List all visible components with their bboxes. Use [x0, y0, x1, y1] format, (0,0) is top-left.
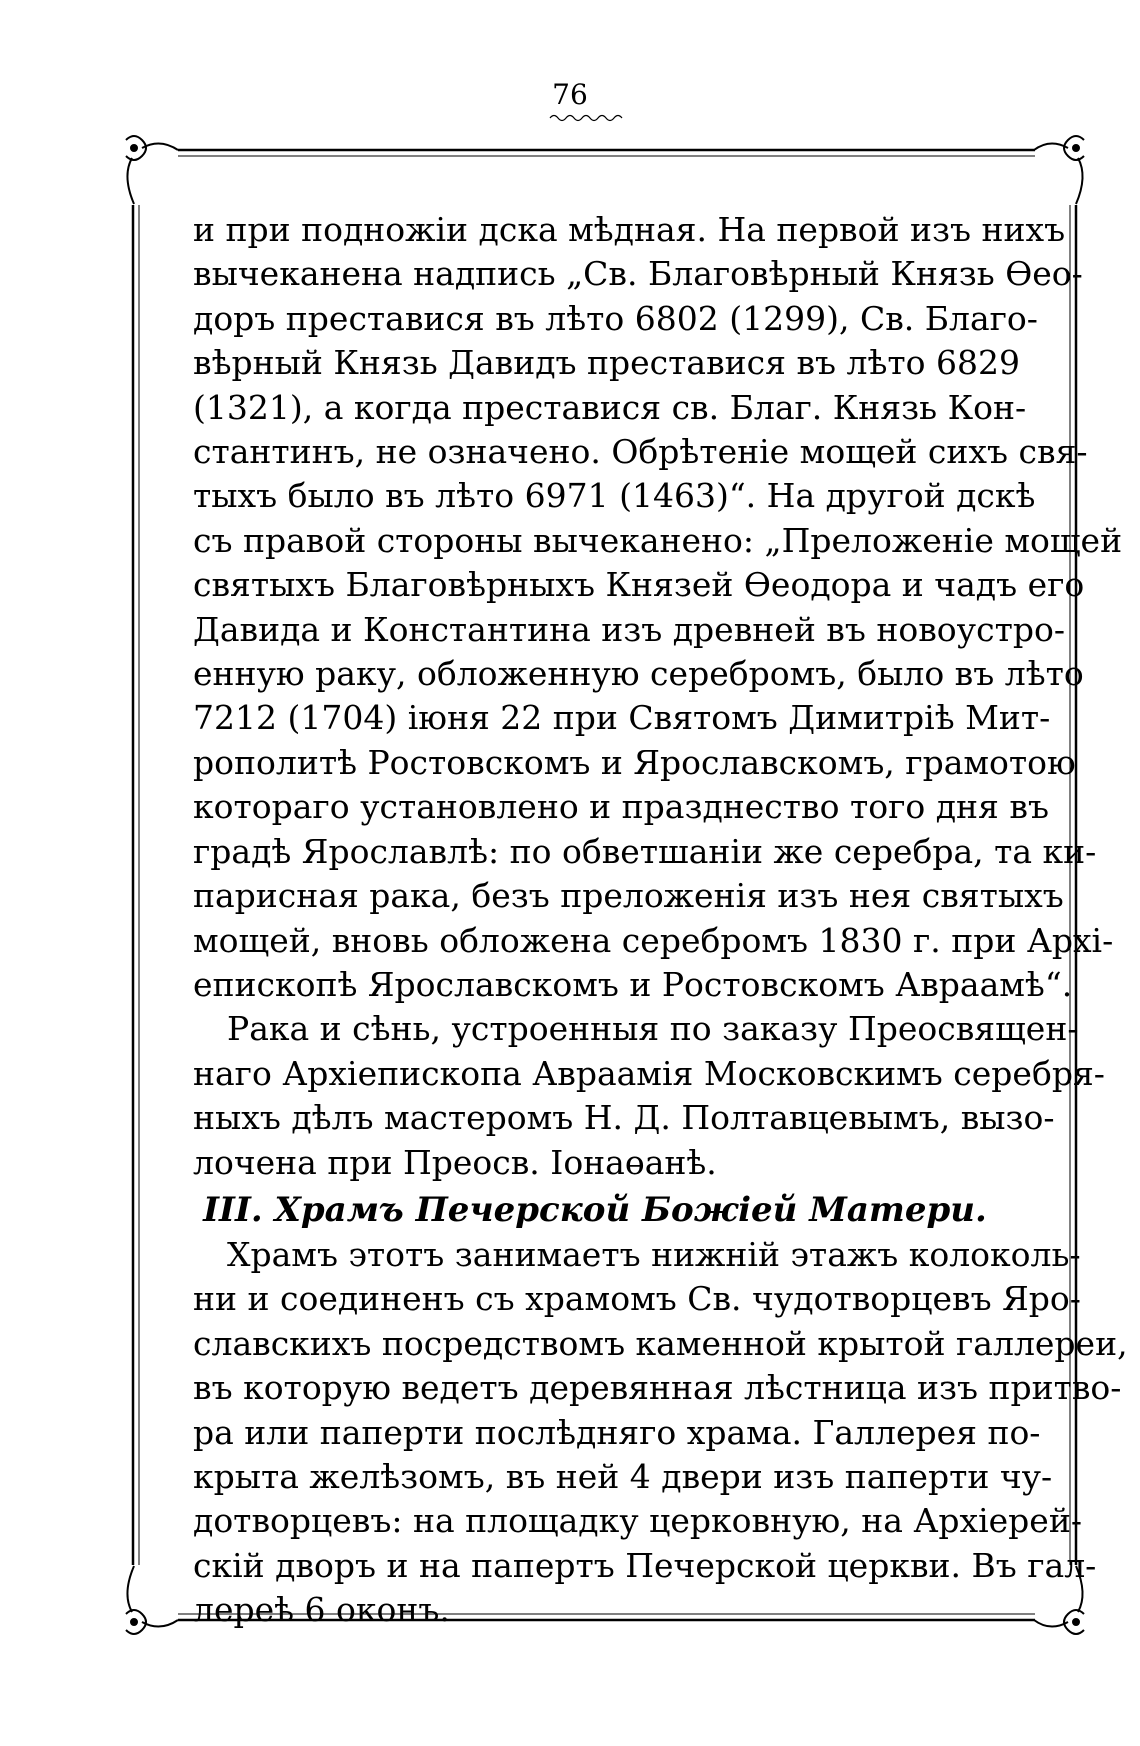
corner-ornament-bottom-left: [126, 1566, 178, 1634]
text-line: градѣ Ярославлѣ: по обветшанiи же серебра, та ки-: [193, 831, 1097, 871]
text-line: Рака и сѣнь, устроенныя по заказу Преосвящен-: [227, 1009, 1079, 1049]
text-line: въ которую ведетъ деревянная лѣстница изъ притво-: [193, 1368, 1122, 1408]
section-heading: III. Храмъ Печерской Божiей Матери.: [203, 1189, 987, 1230]
text-line: Давида и Константина изъ древней въ новоустро-: [193, 609, 1065, 649]
text-line: и при подножiи дска мѣдная. На первой изъ нихъ: [193, 210, 1066, 249]
text-line: 7212 (1704) iюня 22 при Святомъ Димитрiѣ Мит-: [193, 698, 1051, 738]
text-line: рополитѣ Ростовскомъ и Ярославскомъ, грамотою: [193, 742, 1076, 782]
text-line: парисная рака, безъ преложенiя изъ нея святыхъ: [193, 876, 1064, 916]
text-line: крыта желѣзомъ, въ ней 4 двери изъ паперти чу-: [193, 1456, 1053, 1496]
paragraph-pechersk-church: [193, 1233, 1128, 1633]
text-line: Храмъ этотъ занимаетъ нижнiй этажъ колоколь-: [227, 1234, 1081, 1274]
text-line: вычеканена надпись „Св. Благовѣрный Князь Өео-: [193, 254, 1083, 294]
text-line: лереѣ 6 оконъ.: [193, 1590, 450, 1630]
text-line: епископѣ Ярославскомъ и Ростовскомъ Авраамѣ“.: [193, 964, 1073, 1004]
text-line: стантинъ, не означено. Обрѣтенiе мощей сихъ свя-: [193, 432, 1088, 472]
text-line: тыхъ было въ лѣто 6971 (1463)“. На другой дскѣ: [193, 476, 1036, 516]
text-line: енную раку, обложенную серебромъ, было въ лѣто: [193, 654, 1084, 694]
page-number: 76: [552, 78, 588, 111]
corner-ornament-top-right: [1034, 136, 1084, 204]
corner-ornament-top-left: [126, 136, 178, 204]
text-line: лочена при Преосв. Iонаөанѣ.: [193, 1142, 717, 1182]
text-line: доръ преставися въ лѣто 6802 (1299), Св. Благо-: [193, 298, 1038, 338]
text-line: святыхъ Благовѣрныхъ Князей Өеодора и чадъ его: [193, 565, 1085, 605]
text-line: вѣрный Князь Давидъ преставися въ лѣто 6829: [193, 343, 1020, 383]
text-line: славскихъ посредствомъ каменной крытой галлереи,: [193, 1323, 1128, 1363]
text-line: ра или паперти послѣдняго храма. Галлерея по-: [193, 1412, 1041, 1452]
text-line: наго Архiепископа Авраамiя Московскимъ серебря-: [193, 1053, 1105, 1093]
text-line: мощей, вновь обложена серебромъ 1830 г. при Архi-: [193, 920, 1114, 960]
paragraph-inscriptions: [193, 208, 1123, 1007]
text-line: съ правой стороны вычеканено: „Преложенiе мощей: [193, 520, 1123, 560]
page-body: [193, 208, 1128, 1633]
text-line: скiй дворъ и на папертъ Печерской церкви. Въ гал-: [193, 1545, 1097, 1585]
paragraph-shrine: [193, 1007, 1105, 1185]
text-line: дотворцевъ: на площадку церковную, на Архiерей-: [193, 1501, 1082, 1541]
text-line: ныхъ дѣлъ мастеромъ Н. Д. Полтавцевымъ, вызо-: [193, 1098, 1055, 1138]
text-line: ни и соединенъ съ храмомъ Св. чудотворцевъ Яро-: [193, 1279, 1081, 1319]
text-line: котораго установлено и празднество того дня въ: [193, 787, 1049, 827]
text-line: (1321), а когда преставися св. Благ. Князь Кон-: [193, 387, 1027, 427]
